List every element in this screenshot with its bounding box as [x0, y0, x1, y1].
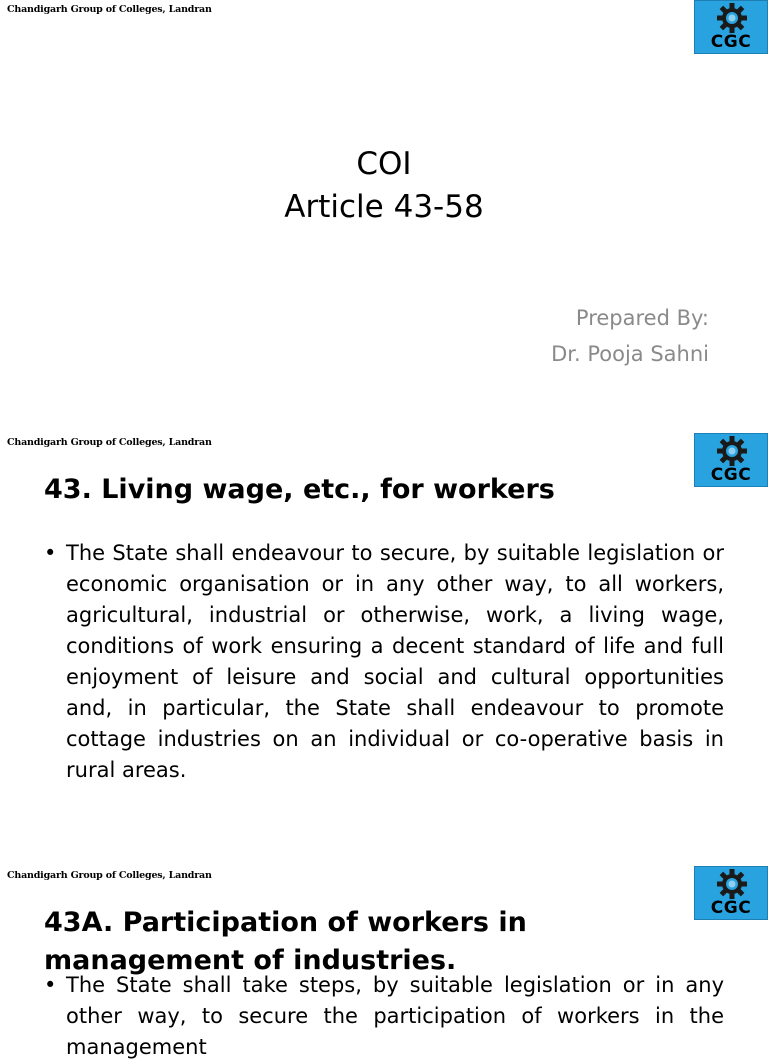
college-name: Chandigarh Group of Colleges, Landran — [7, 4, 212, 15]
bullet-dot-icon: • — [44, 541, 57, 565]
slide-title — [0, 0, 768, 432]
bullet-item — [44, 538, 724, 786]
college-name: Chandigarh Group of Colleges, Landran — [7, 437, 212, 448]
cgc-logo — [694, 433, 768, 487]
gear-icon — [695, 1, 769, 35]
slide-article-43 — [0, 433, 768, 865]
author-name: Dr. Pooja Sahni — [551, 342, 709, 366]
logo-text: CGC — [710, 465, 752, 485]
slide-heading: 43A. Participation of workers in management of industries. — [44, 907, 527, 976]
title-line-2: Article 43-58 — [284, 189, 484, 225]
college-name: Chandigarh Group of Colleges, Landran — [7, 870, 212, 881]
cgc-logo — [694, 866, 768, 920]
logo-text: CGC — [710, 898, 752, 918]
prepared-by-block — [551, 300, 709, 372]
title-line-1: COI — [356, 146, 412, 182]
presentation-title — [0, 143, 768, 229]
logo-text: CGC — [710, 32, 752, 52]
bullet-text: The State shall take steps, by suitable legislation or in any other way, to secure the participation of workers in the management — [66, 973, 724, 1059]
cgc-logo — [694, 0, 768, 54]
slide-heading: 43. Living wage, etc., for workers — [44, 474, 555, 505]
gear-icon — [695, 434, 769, 468]
slide-article-43a — [0, 866, 768, 1059]
gear-icon — [695, 867, 769, 901]
prepared-label: Prepared By: — [575, 306, 709, 330]
bullet-item — [44, 970, 724, 1063]
bullet-text: The State shall endeavour to secure, by suitable legislation or economic organisation or in any other way, to all workers, agricultural, industrial or otherwise, work, a living wage, conditions of work ensuring a decent standard of life and full enjoyment of leisure and social and cultural opportunities and, in particular, the State shall endeavour to promote cottage industries on an individual or co-operative basis in rural areas. — [66, 541, 724, 782]
bullet-dot-icon: • — [44, 973, 57, 997]
